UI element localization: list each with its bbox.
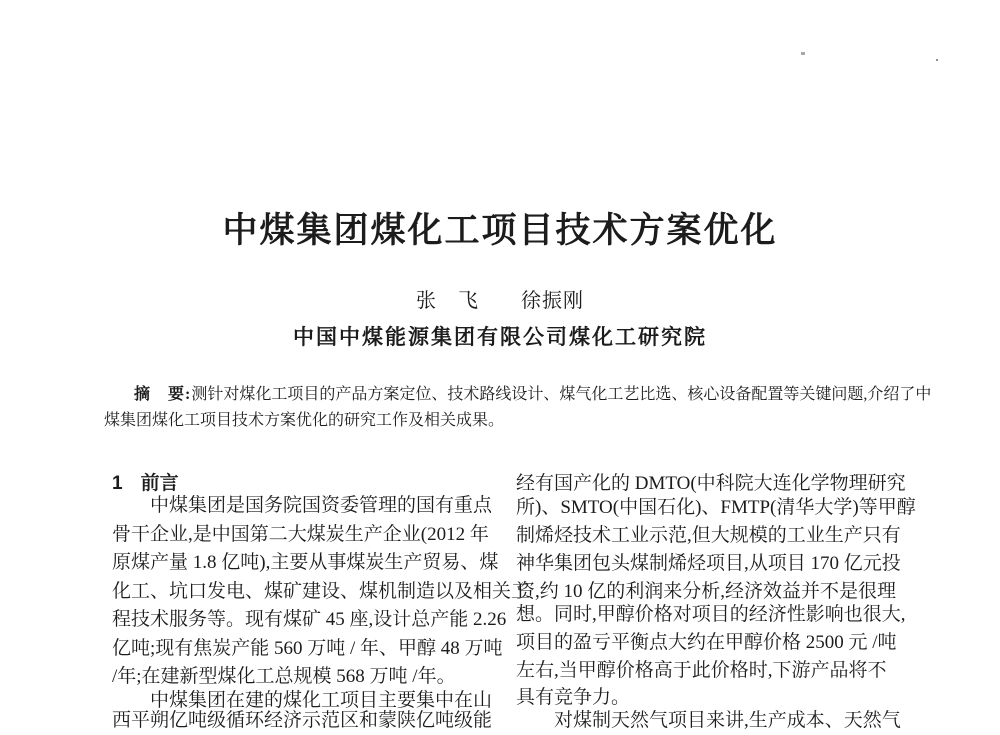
body-text-line: 经有国产化的 DMTO(中科院大连化学物理研究 <box>516 473 906 494</box>
body-text-line: 化工、坑口发电、煤矿建设、煤机制造以及相关工 <box>112 580 531 602</box>
body-text-line: 中煤集团在建的煤化工项目主要集中在山 <box>150 690 493 711</box>
body-text-line: /年;在建新型煤化工总规模 568 万吨 /年。 <box>112 666 456 687</box>
body-text-line: 具有竞争力。 <box>516 686 631 708</box>
body-text-line: 程技术服务等。现有煤矿 45 座,设计总产能 2.26 <box>112 609 507 630</box>
body-text-line: 想。同时,甲醇价格对项目的经济性影响也很大, <box>516 603 906 625</box>
abstract-text: 测针对煤化工项目的产品方案定位、技术路线设计、煤气化工艺比选、核心设备配置等关键问题,介绍了中 <box>191 386 932 403</box>
body-text-line: 神华集团包头煤制烯烃项目,从项目 170 亿元投 <box>516 553 901 574</box>
body-text-line-clipped: 西平朔亿吨级循环经济示范区和蒙陕亿吨级能 <box>112 710 493 731</box>
body-text-line: 制烯烃技术工业示范,但大规模的工业生产只有 <box>516 525 901 546</box>
section-number: 1 <box>112 473 123 494</box>
body-text-line: 左右,当甲醇价格高于此价格时,下游产品将不 <box>516 660 887 681</box>
abstract-label: 摘 要: <box>134 386 192 403</box>
body-text-line: 资,约 10 亿的利润来分析,经济效益并不是很理 <box>516 580 897 602</box>
scan-speck <box>936 59 938 61</box>
section-title: 前言 <box>140 473 179 494</box>
paper-title: 中煤集团煤化工项目技术方案优化 <box>222 211 778 250</box>
body-text-line: 亿吨;现有焦炭产能 560 万吨 / 年、甲醇 48 万吨 <box>112 637 503 659</box>
body-text-line: 项目的盈亏平衡点大约在甲醇价格 2500 元 /吨 <box>516 631 897 653</box>
body-text-line: 所)、SMTO(中国石化)、FMTP(清华大学)等甲醇 <box>516 496 916 518</box>
body-text-line: 骨干企业,是中国第二大煤炭生产企业(2012 年 <box>112 523 489 545</box>
body-text-line: 原煤产量 1.8 亿吨),主要从事煤炭生产贸易、煤 <box>112 552 499 573</box>
abstract-line-2: 煤集团煤化工项目技术方案优化的研究工作及相关成果。 <box>104 412 505 429</box>
affiliation-line: 中国中煤能源集团有限公司煤化工研究院 <box>293 325 707 349</box>
right-column <box>516 0 916 731</box>
authors-line: 张 飞 徐振刚 <box>416 290 584 312</box>
body-text-line: 中煤集团是国务院国资委管理的国有重点 <box>150 495 493 516</box>
body-text-line-clipped: 对煤制天然气项目来讲,生产成本、天然气 <box>554 710 901 731</box>
